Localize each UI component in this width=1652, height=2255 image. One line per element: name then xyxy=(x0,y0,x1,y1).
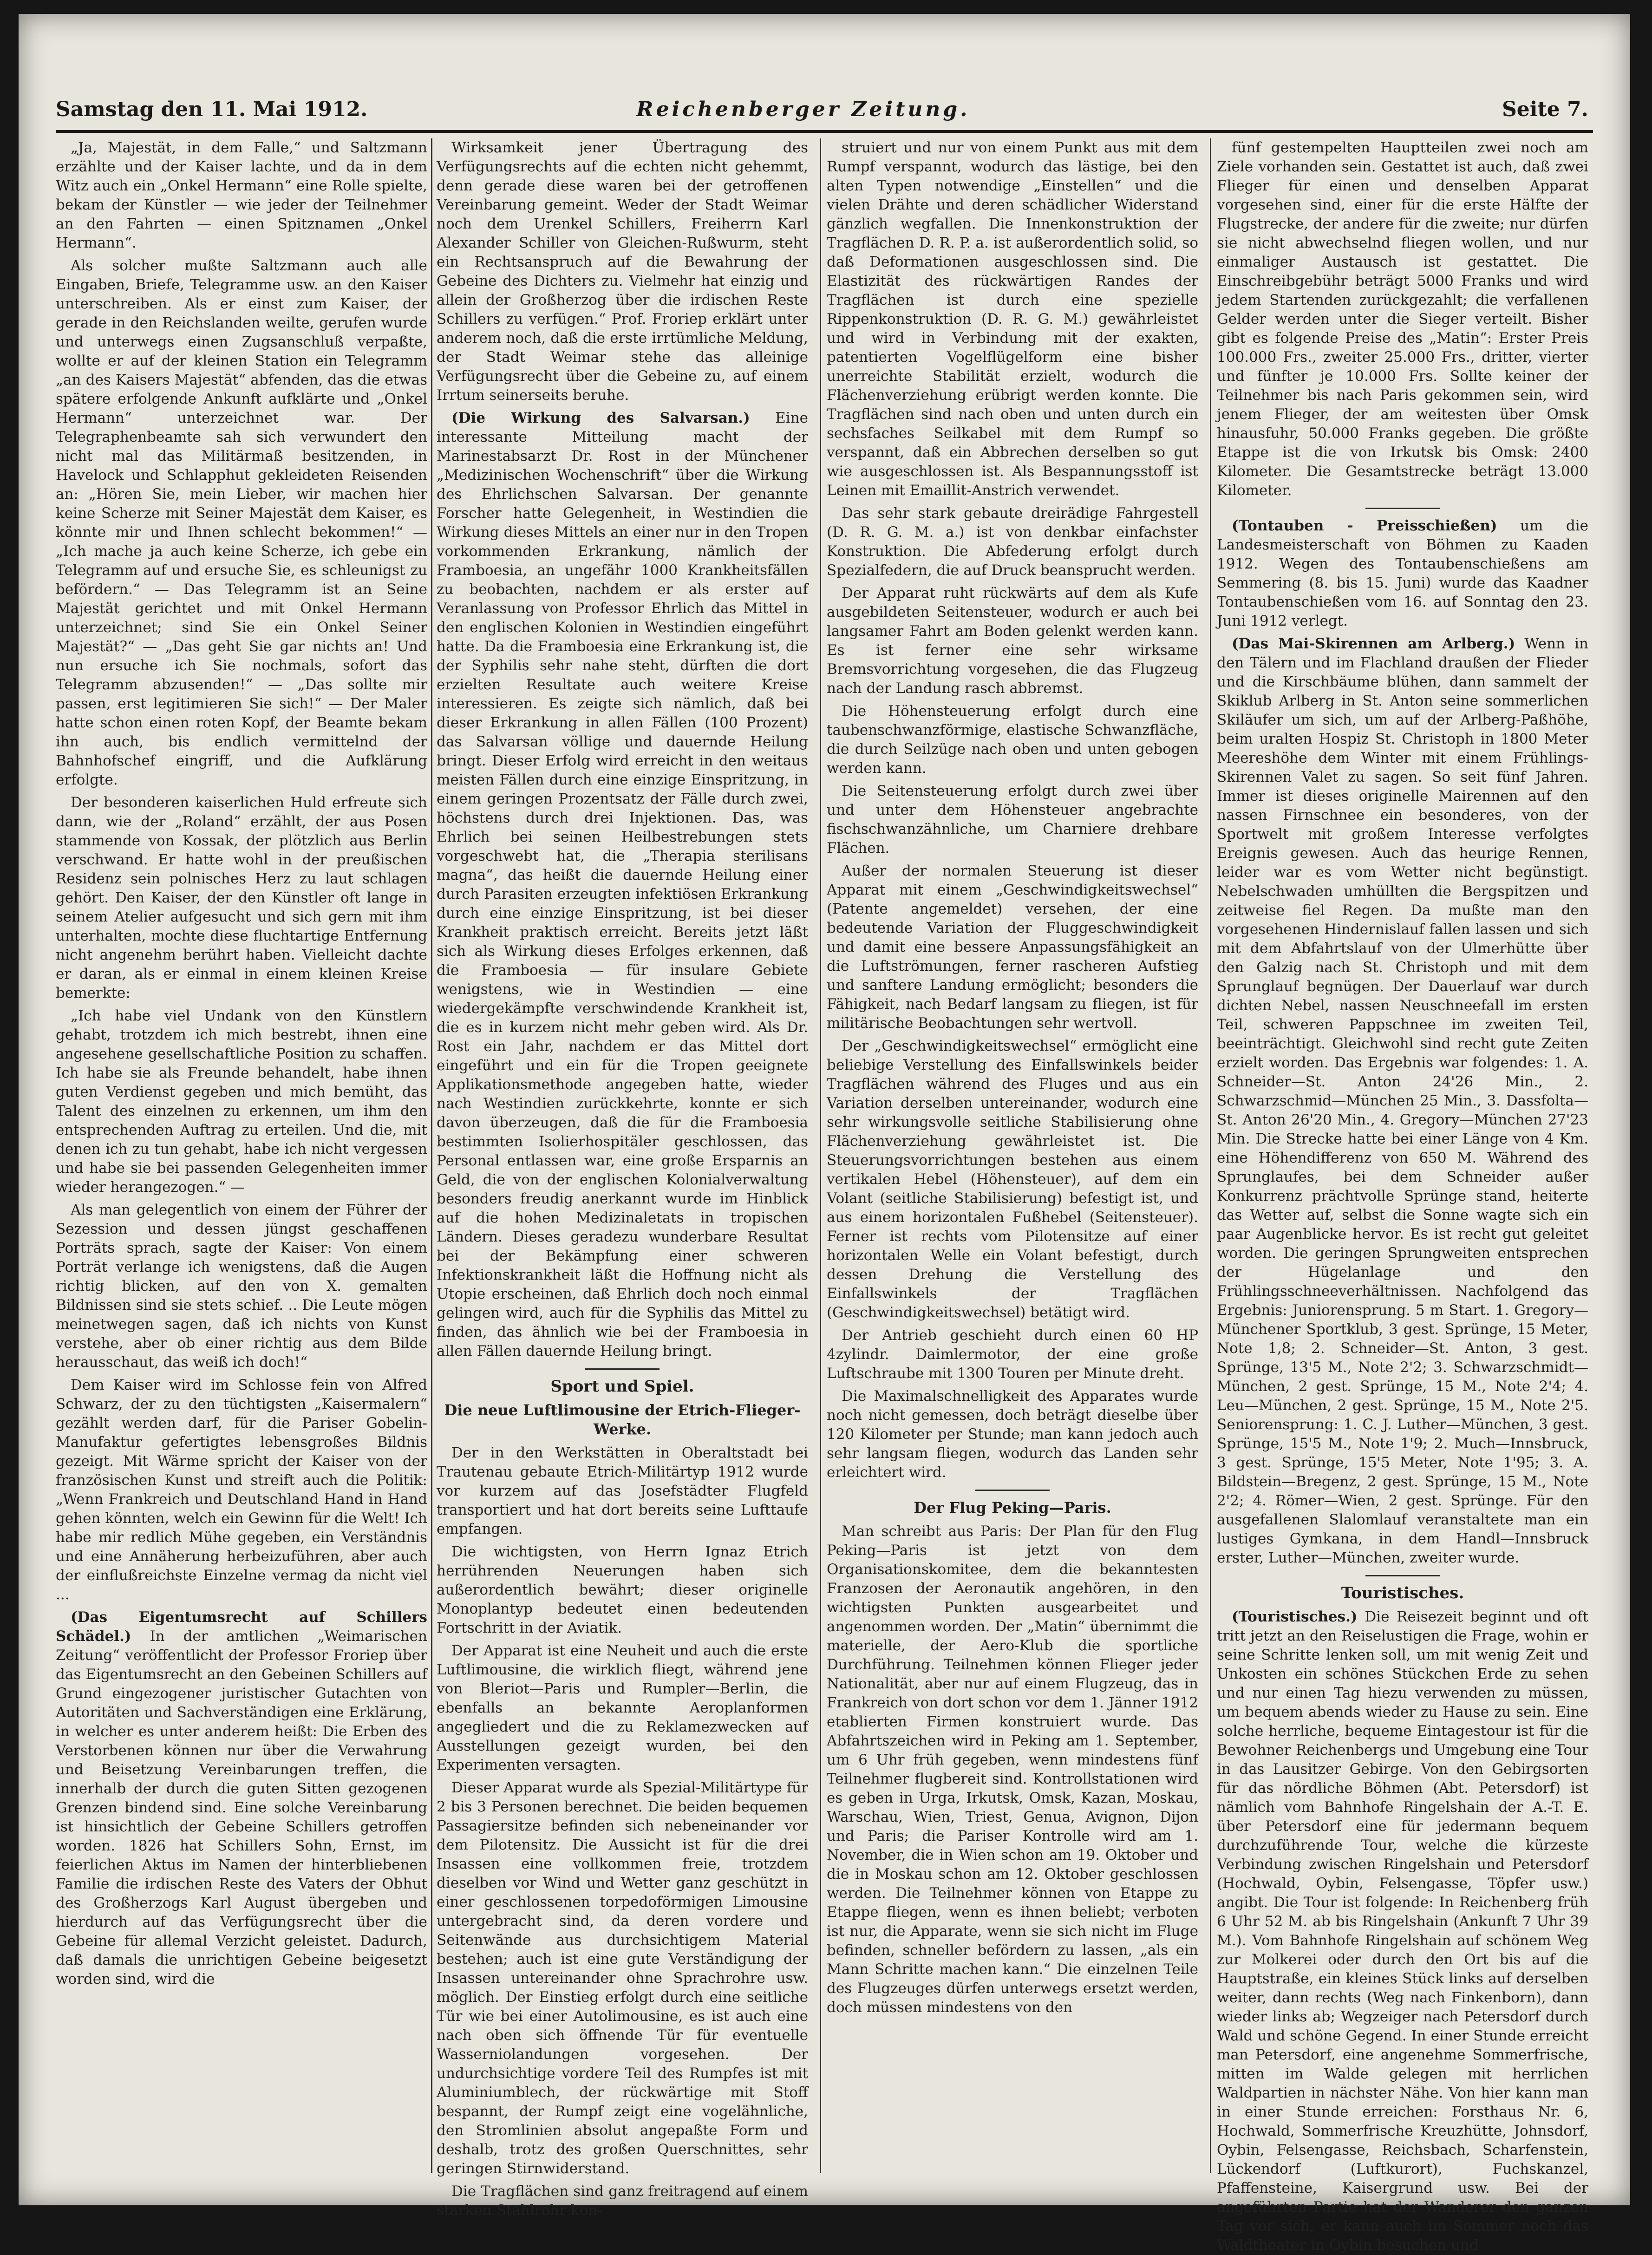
newspaper-page xyxy=(19,14,1630,2254)
article-paragraph: Dieser Apparat wurde als Spezial-Militärtype für 2 bis 3 Personen berechnet. Die beiden bequemen Passagiersitze befinden sich nebeneinander vor dem Pilotensitz. Die Aussicht ist für die drei Insassen eine vollkommen freie, trotzdem dieselben vor Wind und Wetter ganz geschützt in einer geschlossenen torpedoförmigen Limousine untergebracht sind, da deren vordere und Seitenwände aus durchsichtigem Material bestehen; auch ist eine gute Verständigung der Insassen untereinander ohne Sprachrohre usw. möglich. Der Einstieg erfolgt durch eine seitliche Tür wie bei einer Autolimousine, es ist auch eine nach oben sich öffnende Tür für eventuelle Wasserniolandungen vorgesehen. Der undurchsichtige vordere Teil des Rumpfes ist mit Aluminiumblech, der rückwärtige mit Stoff bespannt, der Rumpf zeigt eine vogelähnliche, den Stromlinien absolut angepaßte Form und deshalb, trotz des großen Querschnittes, sehr geringen Stirnwiderstand. xyxy=(437,1779,808,2177)
column-1 xyxy=(56,138,427,2182)
article-paragraph: Die Tragflächen sind ganz freitragend auf einem starken Stahlrohr kon- xyxy=(437,2183,808,2219)
article-paragraph: „Ja, Majestät, in dem Falle,“ und Saltzmann erzählte und der Kaiser lachte, und da in dem Witz auch ein „Onkel Hermann“ eine Rolle spielte, bekam der Künstler — wie jeder der Teilnehmer an den Fahrten — einen Spitznamen „Onkel Hermann“. xyxy=(56,139,427,251)
article-paragraph: Außer der normalen Steuerung ist dieser Apparat mit einem „Geschwindigkeitswechsel“ (Patente angemeldet) versehen, der eine bedeutende Variation der Fluggeschwindigkeit und damit eine bessere Anpassungsfähigkeit an die Luftströmungen, ferner rascheren Aufstieg und sanftere Landung ermöglicht; besonders die Fähigkeit, nach Bedarf langsam zu fliegen, ist für militärische Beobachtungen sehr wertvoll. xyxy=(827,863,1198,1032)
section-rule xyxy=(585,1368,659,1370)
article-paragraph: Die wichtigsten, von Herrn Ignaz Etrich herrührenden Neuerungen haben sich außerordentlich bewährt; dieser originelle Monoplantyp bedeutet einen bedeutenden Fortschritt in der Aviatik. xyxy=(437,1543,808,1636)
article-paragraph: Das sehr stark gebaute dreirädige Fahrgestell (D. R. G. M. a.) ist von denkbar einfachster Konstruktion. Die Abfederung erfolgt durch Spezialfedern, die auf Druck beansprucht werden. xyxy=(827,505,1198,579)
column-4 xyxy=(1217,138,1588,2254)
header-rule xyxy=(56,130,1593,133)
article-paragraph: fünf gestempelten Hauptteilen zwei noch am Ziele vorhanden sein. Gestattet ist auch, daß zwei Flieger für einen und denselben Apparat vorgesehen sind, einer für die erste Hälfte der Flugstrecke, der andere für die zweite; nur dürfen sie nicht abwechselnd fliegen wollen, und nur einmaliger Austausch ist gestattet. Die Einschreibgebühr beträgt 5000 Franks und wird jedem Startenden zurückgezahlt; die verfallenen Gelder werden unter die Sieger verteilt. Bisher gibt es folgende Preise des „Matin“: Erster Preis 100.000 Frs., zweiter 25.000 Frs., dritter, vierter und fünfter je 10.000 Frs. Sollte keiner der Teilnehmer bis nach Paris gekommen sein, wird jenem Flieger, der am weitesten über Omsk hinausfuhr, 50.000 Franks gegeben. Die größte Etappe ist die von Irkutsk bis Omsk: 2400 Kilometer. Die Gesamtstrecke beträgt 13.000 Kilometer. xyxy=(1217,139,1588,499)
article-text: In der amtlichen „Weimarischen Zeitung“ veröffentlicht der Professor Froriep über das Eigentumsrecht an den Gebeinen Schillers auf Grund eingezogener juristischer Gutachten von Autoritäten und Sachverständigen eine Erklärung, in welcher es unter anderem heißt: Die Erben des Verstorbenen können nur über die Verwahrung und Beisetzung Vereinbarungen treffen, die innerhalb der durch die guten Sitten gezogenen Grenzen bindend sind. Eine solche Vereinbarung ist hinsichtlich der Gebeine Schillers getroffen worden. 1826 hat Schillers Sohn, Ernst, im feierlichen Aktus im Namen der hinterbliebenen Familie die irdischen Reste des Vaters der Obhut des Großherzogs Karl August übergeben und hierdurch auf das Verfügungsrecht über die Gebeine für allemal Verzicht geleistet. Dadurch, daß damals die unrichtigen Gebeine beigesetzt worden sind, wird die xyxy=(56,1628,427,1987)
article-paragraph: „Ich habe viel Undank von den Künstlern gehabt, trotzdem ich mich bestrebt, ihnen eine angesehene gesellschaftliche Position zu schaffen. Ich habe sie als Freunde behandelt, habe ihnen guten Verdienst gegeben und mich bemüht, das Talent des einzelnen zu erkennen, um ihm den entsprechenden Auftrag zu erteilen. Und die, mit denen ich zu tun gehabt, habe ich nicht vergessen und habe sie bei passenden Gelegenheiten immer wieder herangezogen.“ — xyxy=(56,1007,427,1196)
section-title: Touristisches. xyxy=(1341,1584,1464,1602)
column-divider xyxy=(820,138,821,2173)
section-rule xyxy=(975,1490,1050,1491)
article-paragraph xyxy=(56,1608,427,1989)
page-number: Seite 7. xyxy=(1502,98,1588,121)
article-paragraph: Die Höhensteuerung erfolgt durch eine taubenschwanzförmige, elastische Schwanzfläche, die durch Seilzüge nach oben und unten gebogen werden kann. xyxy=(827,703,1198,777)
article-paragraph: Wirksamkeit jener Übertragung des Verfügungsrechts auf die echten nicht gehemmt, denn gerade diese waren bei der getroffenen Vereinbarung gemeint. Weder der Stadt Weimar noch dem Urenkel Schillers, Freiherrn Karl Alexander Schiller von Gleichen-Rußwurm, steht ein Rechtsanspruch auf die Bewahrung der Gebeine des Dichters zu. Vielmehr hat einzig und allein der Großherzog über die irdischen Reste Schillers zu verfügen.“ Prof. Froriep erklärt unter anderem noch, daß die erste irrtümliche Meldung, der Stadt Weimar stehe das alleinige Verfügungsrecht über die Gebeine zu, auf einem Irrtum seinerseits beruhe. xyxy=(437,139,808,404)
column-divider xyxy=(1210,138,1211,2173)
article-paragraph: Die Seitensteuerung erfolgt durch zwei über und unter dem Höhensteuer angebrachte fischschwanzähnliche, um Charniere drehbare Flächen. xyxy=(827,783,1198,856)
article-paragraph: Der „Geschwindigkeitswechsel“ ermöglicht eine beliebige Verstellung des Einfallswinkels beider Tragflächen während des Fluges und aus ein Variation derselben untereinander, wodurch eine sehr wirkungsvolle seitliche Stabilisierung ohne Flächenverziehung gewährleistet ist. Die Steuerungsvorrichtungen bestehen aus einem vertikalen Hebel (Höhensteuer), auf dem ein Volant (seitliche Stabilisierung) befestigt ist, und aus einem horizontalen Fußhebel (Seitensteuer). Ferner ist rechts vom Pilotensitze auf einer horizontalen Welle ein Volant befestigt, durch dessen Drehung die Verstellung des Einfallswinkels der Tragflächen (Geschwindigkeitswechsel) betätigt wird. xyxy=(827,1038,1198,1321)
article-paragraph: Man schreibt aus Paris: Der Plan für den Flug Peking—Paris ist jetzt von dem Organisationskomitee, dem die bekanntesten Franzosen der Aeronautik angehören, in den wichtigsten Punkten ausgearbeitet und angenommen worden. Der „Matin“ übernimmt die materielle, der Aero-Klub die sportliche Durchführung. Teilnehmen können Flieger jeder Nationalität, aber nur auf einem Flugzeug, das in Frankreich von dort schon vor dem 1. Jänner 1912 etablierten Firmen konstruiert wurde. Das Abfahrtszeichen wird in Peking am 1. September, um 6 Uhr früh gegeben, wenn mindestens fünf Teilnehmer flugbereit sind. Kontrollstationen wird es geben in Urga, Irkutsk, Omsk, Kazan, Moskau, Warschau, Wien, Triest, Genua, Avignon, Dijon und Paris; die Pariser Kontrolle wird am 1. November, die in Wien schon am 19. Oktober und die in Moskau schon am 12. Oktober geschlossen werden. Die Teilnehmer können von Etappe zu Etappe fliegen, wenn es ihnen beliebt; verboten ist nur, die Apparate, wenn sie sich nicht im Fluge befinden, schneller befördern zu lassen, „als ein Mann Schritte machen kann.“ Die einzelnen Teile des Flugzeuges dürfen unterwegs ersetzt werden, doch müssen mindestens von den xyxy=(827,1523,1198,2016)
article-paragraph: struiert und nur von einem Punkt aus mit dem Rumpf verspannt, wodurch das lästige, bei den alten Typen notwendige „Einstellen“ und die vielen Drähte und deren schädlicher Widerstand gänzlich wegfallen. Die Innenkonstruktion der Tragflächen D. R. P. a. ist außerordentlich solid, so daß Deformationen ausgeschlossen sind. Die Elastizität des rückwärtigen Randes der Tragflächen ist durch eine spezielle Rippenkonstruktion (D. R. G. M.) gewährleistet und wird in Verbindung mit der exakten, patentierten Vogelflügelform eine bisher unerreichte Stabilität erzielt, wodurch die Flächenverziehung erübrigt werden konnte. Die Tragflächen sind nach oben und unten durch ein sechsfaches Seilkabel mit dem Rumpf so verspannt, daß ein Abbrechen derselben so gut wie ausgeschlossen ist. Als Bespannungsstoff ist Leinen mit Emaillit-Anstrich verwendet. xyxy=(827,139,1198,499)
article-paragraph xyxy=(1217,516,1588,631)
article-title: Die neue Luftlimousine der Etrich-Flieger-Werke. xyxy=(444,1401,801,1438)
article-paragraph: Als solcher mußte Saltzmann auch alle Eingaben, Briefe, Telegramme usw. an den Kaiser unterschreiben. Als er einst zum Kaiser, der gerade in den Reichslanden weilte, gerufen wurde und unterwegs einen Zugsanschluß verpaßte, wollte er auf der kleinen Station ein Telegramm „an des Kaisers Majestät“ abfenden, das die etwas spätere erfolgende Ankunft aufklärte und „Onkel Hermann“ unterzeichnet war. Der Telegraphenbeamte sah sich verwundert den nicht mal das Militärmaß besitzenden, in Havelock und Schlapphut gekleideten Reisenden an: „Hören Sie, mein Lieber, wir machen hier keine Scherze mit Seiner Majestät dem Kaiser, es könnte mir und Ihnen schlecht bekommen!“ — „Ich mache ja auch keine Scherze, ich gebe ein Telegramm auf und ersuche Sie, es schleunigst zu befördern.“ — Das Telegramm ist an Seine Majestät gerichtet und mit Onkel Hermann unterzeichnet; sind Sie ein Onkel Seiner Majestät?“ — „Das geht Sie gar nichts an! Und nun ersuche ich Sie nochmals, sofort das Telegramm abzusenden!“ — „Das sollte mir passen, erst legitimieren Sie sich!“ — Der Maler hatte schon einen roten Kopf, der Beamte bekam ihn auch, bis endlich vermittelnd der Bahnhofschef eingriff, und die Aufklärung erfolgte. xyxy=(56,257,427,788)
article-text: Die Reisezeit beginnt und oft tritt jetzt an den Reiselustigen die Frage, wohin er seine Schritte lenken soll, um mit wenig Zeit und Unkosten ein schönes Stückchen Erde zu sehen und nur einen Tag hiezu verwenden zu müssen, um bequem abends wieder zu Hause zu sein. Eine solche herrliche, bequeme Eintagestour ist für die Bewohner Reichenbergs und Umgebung eine Tour in das Lausitzer Gebirge. Von den Gebirgsorten für das nördliche Böhmen (Abt. Petersdorf) ist nämlich vom Bahnhofe Ringelshain der A.-T. E. über Petersdorf eine für jedermann bequem durchzuführende Tour, welche die kürzeste Verbindung zwischen Ringelshain und Petersdorf (Hochwald, Oybin, Felsengasse, Töpfer usw.) angibt. Die Tour ist folgende: In Reichenberg früh 6 Uhr 52 M. ab bis Ringelshain (Ankunft 7 Uhr 39 M.). Vom Bahnhofe Ringelshain auf schönem Weg zur Molkerei oder durch den Ort bis auf die Hauptstraße, ein kleines Stück links auf derselben weiter, dann rechts (Weg nach Finkenborn), dann wieder links ab; Wegzeiger nach Petersdorf durch Wald und schöne Gegend. In einer Stunde erreicht man Petersdorf, eine angenehme Sommerfrische, mitten im Walde gelegen mit herrlichen Waldpartien in nächster Nähe. Von hier kann man in einer Stunde erreichen: Forsthaus Nr. 6, Hochwald, Sommerfrische Kreuzhütte, Johnsdorf, Oybin, Felsengasse, Reichsbach, Scharfenstein, Lückendorf (Luftkurort), Fuchskanzel, Pfaffensteine, Kaisergrund usw. Bei der angeführten Partie hat der Wanderer den ganzen Tag vor sich, er kann auch im Sommer noch das Waldtheater in Oybin besuchen und xyxy=(1217,1608,1588,2254)
section-rule xyxy=(1365,1575,1440,1576)
section-rule xyxy=(1365,508,1440,509)
article-text: Wenn in den Tälern und im Flachland draußen der Flieder und die Kirschbäume blühen, dann sammelt der Skiklub Arlberg in St. Anton seine sommerlichen Skiläufer um sich, um auf der Arlberg-Paßhöhe, beim uralten Hospiz St. Christoph in 1800 Meter Meereshöhe dem Winter mit einem Frühlings-Skirennen Valet zu sagen. So seit fünf Jahren. Immer ist dieses originelle Mairennen auf den nassen Firnschnee ein besonderes, von der Sportwelt mit großem Interesse verfolgtes Ereignis gewesen. Auch das heurige Rennen, leider war es vom Wetter nicht begünstigt. Nebelschwaden umhüllten die Bergspitzen und zeitweise fiel Regen. Da mußte man den vorgesehenen Hindernislauf fallen lassen und sich mit dem Abfahrtslauf von der Ulmerhütte über den Galzig nach St. Christoph und mit dem Sprunglauf begnügen. Der Dauerlauf war durch dichten Nebel, nassen Neuschneefall im ersten Teil, schweren Pappschnee im zweiten Teil, beeinträchtigt. Gleichwohl sind recht gute Zeiten erzielt worden. Das Ergebnis war folgendes: 1. A. Schneider—St. Anton 24'26 Min., 2. Schwarzschmid—München 25 Min., 3. Dassfolta—St. Anton 26'20 Min., 4. Gregory—München 27'23 Min. Die Strecke hatte bei einer Länge von 4 Km. eine Höhendifferenz von 650 M. Während des Sprunglaufes, bei dem Schneider außer Konkurrenz prächtvolle Sprünge stand, heiterte das Wetter auf, selbst die Sonne wagte sich ein paar Augenblicke hervor. Es ist recht gut geleitet worden. Die geringen Sprungweiten entsprechen der Hügelanlage und den Frühlingsschneeverhältnissen. Nachfolgend das Ergebnis: Juniorensprung. 5 m Start. 1. Gregory—Münchener Sportklub, 3 gest. Sprünge, 15 Meter, Note 1,8; 2. Schneider—St. Anton, 3 gest. Sprünge, 13'5 M., Note 2'2; 3. Schwarzschmidt—München, 2 gest. Sprünge, 15 M., Note 2'4; 4. Leu—München, 2 gest. Sprünge, 15 M., Note 2'5. Seniorensprung: 1. C. J. Luther—München, 3 gest. Sprünge, 15'5 M., Note 1'9; 2. Much—Innsbruck, 3 gest. Sprünge, 15'5 Meter, Note 1'95; 3. A. Bildstein—Bregenz, 2 gest. Sprünge, 15 M., Note 2'2; 4. Römer—Wien, 2 gest. Sprünge. Für den ausgefallenen Slalomlauf veranstaltete man ein lustiges Gymkana, in dem Handl—Innsbruck erster, Luther—München, zweiter wurde. xyxy=(1217,635,1588,1566)
newspaper-title: Reichenberger Zeitung. xyxy=(636,98,970,121)
article-text: um die Landesmeisterschaft von Böhmen zu Kaaden 1912. Wegen des Tontaubenschießens am Semmering (8. bis 15. Juni) wurde das Kaadner Tontaubenschießen vom 16. auf Sonntag den 23. Juni 1912 verlegt. xyxy=(1217,517,1588,629)
article-paragraph: Der in den Werkstätten in Oberaltstadt bei Trautenau gebaute Etrich-Militärtyp 1912 wurde vor kurzem auf das Josefstädter Flugfeld transportiert und hat dort bereits seine Lufttaufe empfangen. xyxy=(437,1445,808,1537)
article-text: Eine interessante Mitteilung macht der Marinestabsarzt Dr. Rost in der Münchener „Medizinischen Wochenschrift“ über die Wirkung des Ehrlichschen Salvarsan. Der genannte Forscher hatte Gelegenheit, in Westindien die Wirkung dieses Mittels an einer nur in den Tropen vorkommenden Erkrankung, nämlich der Framboesia, an ungefähr 1000 Krankheitsfällen zu beobachten, nachdem er als erster auf Veranlassung von Professor Ehrlich das Mittel in den englischen Kolonien in Westindien eingeführt hatte. Da die Framboesia eine Erkrankung ist, die der Syphilis sehr nahe steht, dürften die dort erzielten Resultate auch weitere Kreise interessieren. Es zeigte sich nämlich, daß bei dieser Erkrankung in allen Fällen (100 Prozent) das Salvarsan völlige und dauernde Heilung bringt. Dieser Erfolg wird erreicht in den weitaus meisten Fällen durch eine einzige Einspritzung, in einem geringen Prozentsatz der Fälle durch zwei, höchstens durch drei Injektionen. Das, was Ehrlich bei seinen Heilbestrebungen stets vorgeschwebt hat, die „Therapia sterilisans magna“, das heißt die dauernde Heilung einer durch Parasiten erzeugten infektiösen Erkrankung durch eine einzige Einspritzung, ist bei dieser Krankheit praktisch erreicht. Bereits jetzt läßt sich als Wirkung dieses Erfolges erkennen, daß die Framboesia — für insulare Gebiete wenigstens, wie in Westindien — eine wiedergekämpfte verschwindende Krankheit ist, die es in kurzem nicht mehr geben wird. Als Dr. Rost ein Jahr, nachdem er das Mittel dort eingeführt und ein für die Tropen geeignete Applikationsmethode angegeben hatte, wieder nach Westindien zurückkehrte, konnte er sich davon überzeugen, daß die für die Framboesia bestimmten Isolierhospitäler geschlossen, das Personal entlassen war, eine große Ersparnis an Geld, die von der englischen Kolonialverwaltung besonders freudig anerkannt wurde im Hinblick auf die hohen Medizinaletats in tropischen Ländern. Dieses geradezu wunderbare Resultat bei der Bekämpfung einer schweren Infektionskrankheit läßt die Hoffnung nicht als Utopie erscheinen, daß Ehrlich doch noch einmal gelingen wird, auch für die Syphilis das Mittel zu finden, das ähnlich wie bei der Framboesia in allen Fällen dauernde Heilung bringt. xyxy=(437,410,809,1360)
issue-date: Samstag den 11. Mai 1912. xyxy=(56,98,368,121)
column-divider xyxy=(431,138,432,2173)
article-paragraph: Der Apparat ist eine Neuheit und auch die erste Luftlimousine, die wirklich fliegt, während jene von Bleriot—Paris und Rumpler—Berlin, die ebenfalls an bekannte Aeroplanformen angegliedert und die zu Reklamezwecken auf Ausstellungen gezeigt wurden, bei den Experimenten versagten. xyxy=(437,1642,808,1773)
article-paragraph: Als man gelegentlich von einem der Führer der Sezession und dessen jüngst geschaffenen Porträts sprach, sagte der Kaiser: Von einem Porträt verlange ich wenigstens, daß die Augen richtig blicken, auf den von X. gemalten Bildnissen sind sie stets schief. .. Die Leute mögen meinetwegen sagen, daß ich nichts von Kunst verstehe, aber ob einer richtig aus dem Bilde herausschaut, das weiß ich doch!“ xyxy=(56,1202,427,1371)
column-2 xyxy=(437,138,809,2219)
article-title: Der Flug Peking—Paris. xyxy=(914,1499,1111,1516)
article-paragraph: Dem Kaiser wird im Schlosse fein von Alfred Schwarz, der zu den tüchtigsten „Kaisermalern“ gezählt werden darf, für die Pariser Gobelin-Manufaktur gefertigtes lebensgroßes Bildnis gezeigt. Mit Wärme spricht der Kaiser von der französischen Kunst und streift auch die Politik: „Wenn Frankreich und Deutschland Hand in Hand gehen könnten, welch ein Gewinn für die Welt! Ich habe mir redlich Mühe gegeben, ein Verständnis und eine Annäherung herbeizuführen, aber auch der einflußreichste Einzelne vermag da nicht viel ... xyxy=(56,1377,427,1603)
article-paragraph: Der Apparat ruht rückwärts auf dem als Kufe ausgebildeten Seitensteuer, wodurch er auch bei langsamer Fahrt am Boden gelenkt werden kann. Es ist ferner eine sehr wirksame Bremsvorrichtung vorgesehen, die das Flugzeug nach der Landung rasch abbremst. xyxy=(827,585,1198,697)
column-3 xyxy=(827,138,1198,2182)
article-paragraph: Der Antrieb geschieht durch einen 60 HP 4zylindr. Daimlermotor, der eine große Luftschraube mit 1300 Touren per Minute dreht. xyxy=(827,1327,1198,1382)
page-header xyxy=(56,88,1588,125)
article-headline: (Das Eigentumsrecht auf Schillers Schädel.) xyxy=(56,1609,427,1645)
article-paragraph xyxy=(437,409,808,1361)
article-paragraph: Der besonderen kaiserlichen Huld erfreute sich dann, wie der „Roland“ erzählt, der aus Posen stammende von Kossak, der plötzlich aus Berlin verschwand. Er hatte wohl in der preußischen Residenz sein polnisches Herz zu laut schlagen gehört. Den Kaiser, der den Künstler oft lange in seinem Atelier aufgesucht und sich gern mit ihm unterhalten, mochte diese fluchtartige Entfernung nicht angenehm berührt haben. Vielleicht dachte er daran, als er einmal in einem kleinen Kreise bemerkte: xyxy=(56,794,427,1001)
article-paragraph xyxy=(1217,1608,1588,2255)
article-headline: (Das Mai-Skirennen am Arlberg.) xyxy=(1232,635,1515,652)
section-title: Sport und Spiel. xyxy=(550,1377,694,1396)
article-paragraph xyxy=(1217,634,1588,1568)
article-paragraph: Die Maximalschnelligkeit des Apparates wurde noch nicht gemessen, doch beträgt dieselbe über 120 Kilometer per Stunde; man kann jedoch auch sehr langsam fliegen, wodurch das Landen sehr erleichtert wird. xyxy=(827,1388,1198,1481)
article-headline: (Tontauben - Preisschießen) xyxy=(1232,517,1497,534)
article-headline: (Touristisches.) xyxy=(1232,1608,1358,1625)
article-headline: (Die Wirkung des Salvarsan.) xyxy=(451,410,750,426)
